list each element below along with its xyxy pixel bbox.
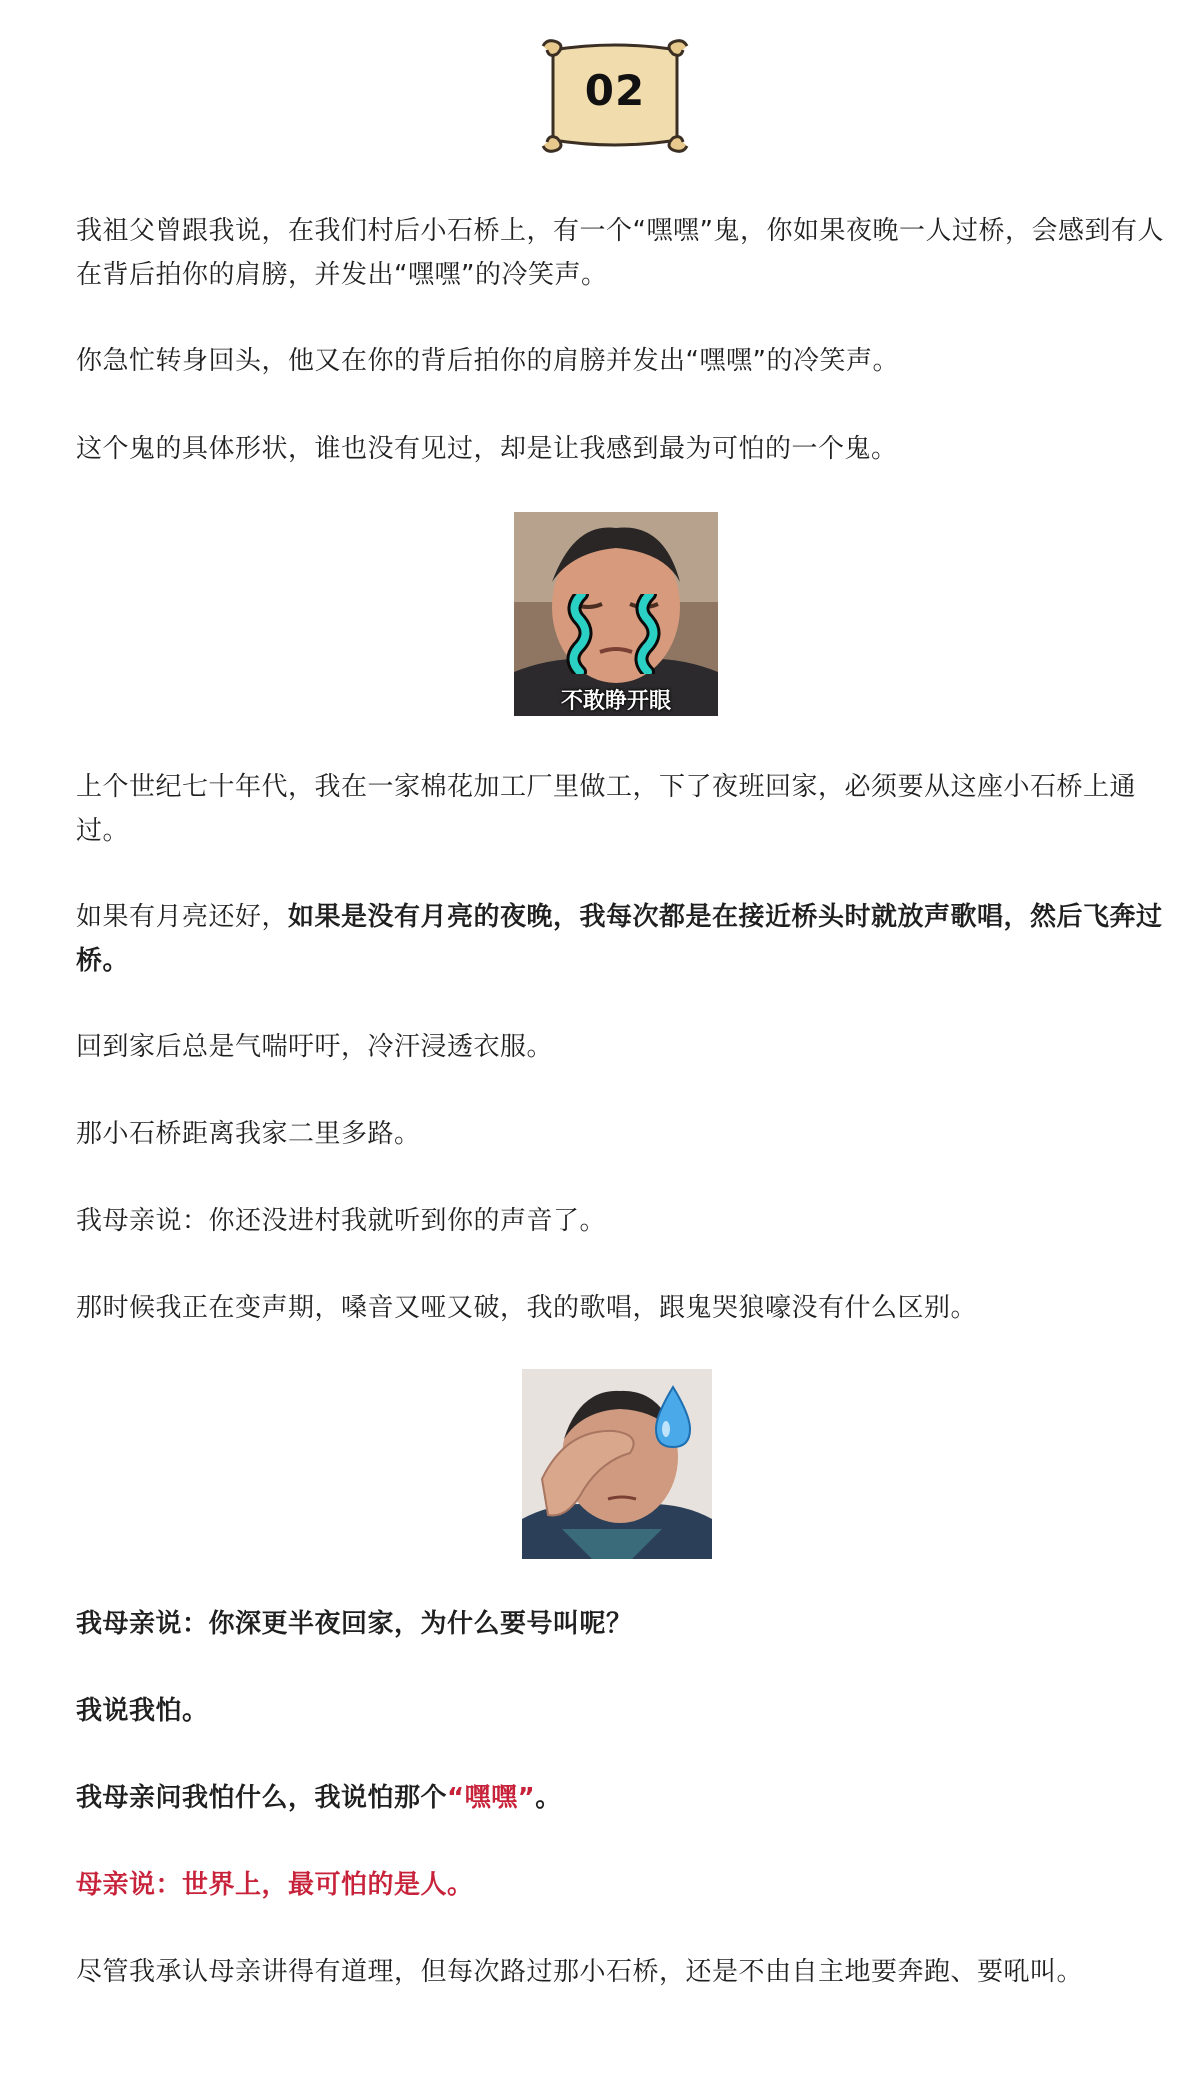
paragraph-8: 我母亲说：你还没进村我就听到你的声音了。 bbox=[76, 1206, 607, 1236]
paragraph-12-b: 。 bbox=[535, 1783, 562, 1813]
paragraph-1: 我祖父曾跟我说，在我们村后小石桥上，有一个“嘿嘿”鬼，你如果夜晚一人过桥，会感到有人在背后拍你的肩膀，并发出“嘿嘿”的冷笑声。 bbox=[76, 216, 1164, 290]
paragraph-13-highlight: 世界上，最可怕的是人。 bbox=[182, 1870, 474, 1900]
paragraph-12 bbox=[76, 1776, 1166, 1820]
paragraph-7: 那小石桥距离我家二里多路。 bbox=[76, 1119, 421, 1149]
section-number: 02 bbox=[584, 66, 646, 115]
section-number-badge bbox=[535, 36, 695, 156]
crying-tears-icon bbox=[564, 594, 668, 674]
paragraph-5 bbox=[76, 895, 1166, 983]
sticker-image-sweat bbox=[522, 1369, 712, 1559]
paragraph-10: 我母亲说：你深更半夜回家，为什么要号叫呢？ bbox=[76, 1609, 633, 1639]
paragraph-12-a: 我母亲问我怕什么，我说怕那个 bbox=[76, 1783, 448, 1813]
sticker-caption: 不敢睁开眼 bbox=[560, 689, 671, 714]
paragraph-14: 尽管我承认母亲讲得有道理，但每次路过那小石桥，还是不由自主地要奔跑、要吼叫。 bbox=[76, 1957, 1084, 1987]
paragraph-3: 这个鬼的具体形状，谁也没有见过，却是让我感到最为可怕的一个鬼。 bbox=[76, 434, 898, 464]
paragraph-12-highlight: “嘿嘿” bbox=[447, 1783, 536, 1813]
paragraph-9: 那时候我正在变声期，嗓音又哑又破，我的歌唱，跟鬼哭狼嚎没有什么区别。 bbox=[76, 1293, 978, 1323]
paragraph-11: 我说我怕。 bbox=[76, 1696, 209, 1726]
paragraph-6: 回到家后总是气喘吁吁，冷汗浸透衣服。 bbox=[76, 1032, 554, 1062]
paragraph-2: 你急忙转身回头，他又在你的背后拍你的肩膀并发出“嘿嘿”的冷笑声。 bbox=[76, 346, 899, 376]
paragraph-5-plain: 如果有月亮还好， bbox=[76, 902, 289, 932]
paragraph-4: 上个世纪七十年代，我在一家棉花加工厂里做工，下了夜班回家，必须要从这座小石桥上通过。 bbox=[76, 772, 1137, 846]
sweat-drop-icon bbox=[650, 1385, 696, 1451]
sticker-image-closed-eyes bbox=[514, 512, 718, 716]
paragraph-13-a: 母亲说： bbox=[76, 1870, 183, 1900]
paragraph-5-bold: 如果是没有月亮的夜晚，我每次都是在接近桥头时就放声歌唱，然后飞奔过桥。 bbox=[76, 902, 1163, 976]
paragraph-13 bbox=[76, 1863, 1166, 1907]
